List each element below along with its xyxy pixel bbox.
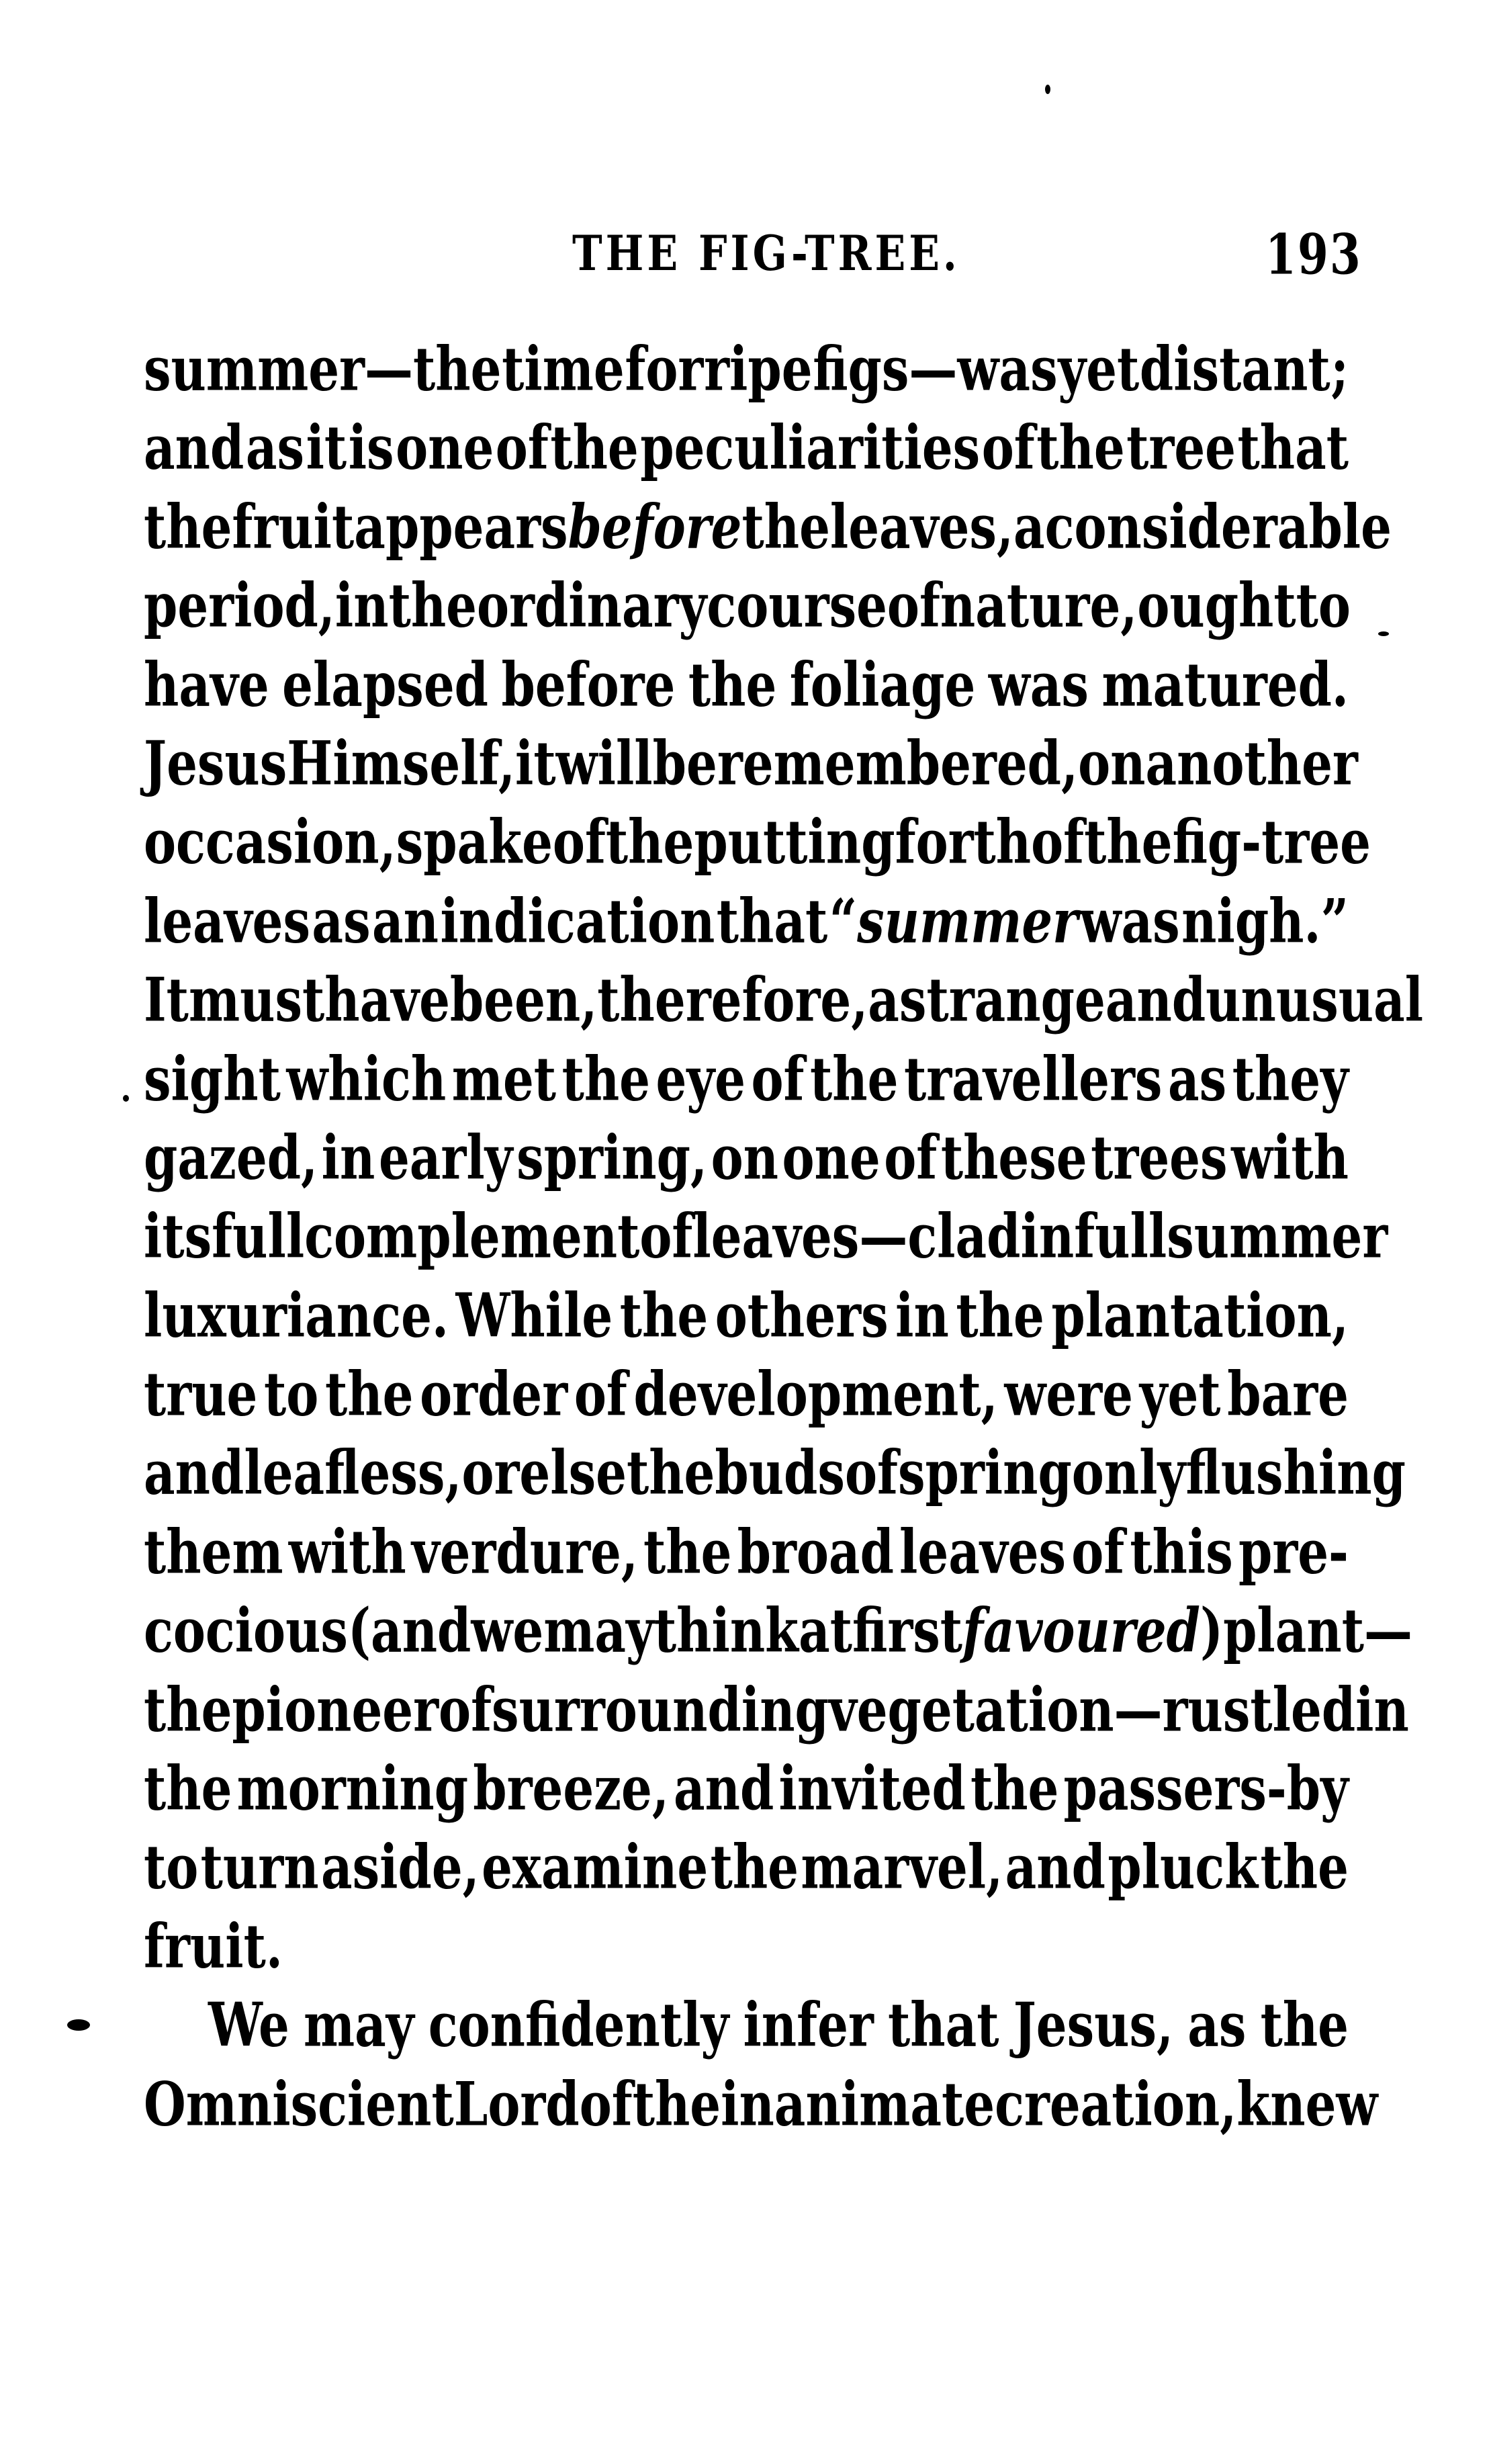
word: the	[388, 569, 477, 641]
word: forth	[895, 805, 1032, 878]
word: is	[348, 411, 394, 484]
word: the	[1084, 805, 1173, 878]
word: its	[144, 1200, 212, 1272]
word: ripe	[704, 333, 813, 404]
word: leaves	[899, 1515, 1067, 1587]
word: we	[471, 1594, 544, 1667]
word: must	[188, 963, 325, 1035]
word: spring,	[516, 1121, 708, 1193]
word: of	[552, 805, 606, 878]
word: the	[1260, 1831, 1349, 1903]
word: at	[799, 1594, 852, 1667]
word: may	[303, 1988, 414, 2061]
word: time	[502, 333, 625, 404]
word: luxuriance.	[144, 1279, 449, 1351]
running-title: THE FIG-TREE.	[572, 226, 960, 282]
page-number: 193	[1265, 222, 1362, 288]
word: of	[495, 411, 549, 484]
word: full	[212, 1200, 305, 1272]
word: these	[940, 1121, 1087, 1193]
word: It	[144, 963, 189, 1035]
word: the	[710, 1831, 799, 1903]
word: true	[144, 1358, 258, 1429]
word: “summer	[829, 885, 1079, 957]
word: fruit	[232, 490, 355, 562]
word: of	[439, 1673, 492, 1745]
word: the	[626, 1437, 715, 1509]
word: was	[1079, 885, 1180, 957]
body-text-block	[144, 329, 1424, 2143]
word: period,	[144, 569, 335, 641]
word: of	[751, 1043, 805, 1114]
word: and	[1005, 1831, 1105, 1903]
word: distant	[1139, 333, 1330, 404]
word: the	[688, 648, 777, 720]
word: else	[519, 1437, 627, 1509]
word: been,	[449, 963, 598, 1035]
word: marvel,	[801, 1831, 1003, 1903]
word: of	[844, 1437, 898, 1509]
word: one	[396, 411, 494, 484]
word: vegetation—rustled	[828, 1673, 1356, 1745]
word: of	[574, 1358, 627, 1429]
word: While	[455, 1279, 613, 1351]
word: therefore,	[597, 963, 868, 1035]
word: buds	[715, 1437, 845, 1509]
word: passers-by	[1063, 1752, 1349, 1824]
word: early	[378, 1121, 513, 1193]
stray-mark-dot-left-margin	[123, 1095, 129, 1102]
word: think	[653, 1594, 799, 1667]
word: that	[1237, 411, 1349, 484]
word: plant—	[1223, 1594, 1413, 1667]
word: strange	[899, 963, 1105, 1035]
word: that	[716, 885, 828, 957]
word: in	[1355, 1673, 1409, 1745]
word: favoured)	[962, 1594, 1224, 1667]
word: sight	[144, 1043, 281, 1114]
word: appears	[354, 490, 568, 562]
word: travellers	[903, 1043, 1163, 1114]
word: fig-tree	[1172, 805, 1371, 878]
word: will	[555, 727, 653, 799]
word: indication	[440, 885, 715, 957]
word: the	[144, 490, 232, 562]
word: peculiarities	[640, 411, 981, 484]
word: bare	[1227, 1358, 1349, 1429]
word: Jesus	[144, 727, 287, 799]
word: complement	[304, 1200, 640, 1272]
word: them	[144, 1515, 283, 1587]
word: to	[1296, 569, 1351, 641]
word: of	[1031, 805, 1085, 878]
word: of	[579, 2068, 633, 2140]
word: as	[312, 885, 371, 957]
word: of	[887, 569, 940, 641]
word: the	[605, 805, 694, 878]
word: as	[1187, 1988, 1247, 2061]
word: it	[306, 411, 347, 484]
text-line	[144, 2054, 1378, 2153]
word: may	[543, 1594, 654, 1667]
word: met	[451, 1043, 557, 1114]
word: spake	[396, 805, 553, 878]
word: ordinary	[477, 569, 707, 641]
word: yet	[1058, 333, 1140, 404]
word: figs—was	[813, 333, 1058, 404]
word: with	[288, 1515, 406, 1587]
word: to	[264, 1358, 319, 1429]
word: the	[1260, 1988, 1349, 2061]
word: foliage	[789, 648, 976, 720]
word: broad	[737, 1515, 894, 1587]
word: one	[782, 1121, 880, 1193]
word: Omniscient	[144, 2068, 454, 2140]
word: they	[1232, 1043, 1349, 1114]
word: that	[888, 1988, 999, 2061]
word: in	[1020, 1200, 1075, 1272]
word: order	[420, 1358, 568, 1429]
word: summer—the	[144, 333, 502, 404]
word: Jesus,	[1013, 1988, 1174, 2061]
word: another	[1145, 727, 1358, 799]
word: before	[568, 490, 742, 562]
word: We	[208, 1988, 289, 2061]
word: development,	[633, 1358, 998, 1429]
word: of	[884, 1121, 938, 1193]
word: matured.	[1101, 648, 1349, 720]
word: in	[895, 1279, 949, 1351]
word: of	[1071, 1515, 1125, 1587]
word: turn	[200, 1831, 319, 1903]
word: pioneer	[232, 1673, 439, 1745]
word: others	[715, 1279, 889, 1351]
word: morning	[236, 1752, 469, 1824]
word: fruit.	[144, 1910, 283, 1982]
word: and	[144, 411, 244, 484]
word: the	[970, 1752, 1059, 1824]
word: the	[144, 1673, 232, 1745]
word: the	[561, 1043, 650, 1114]
word: leaves,	[829, 490, 1013, 562]
word: pre-	[1238, 1515, 1349, 1587]
word: aside,	[320, 1831, 480, 1903]
word: tree	[1126, 411, 1236, 484]
word: eye	[656, 1043, 746, 1114]
word: to	[144, 1831, 199, 1903]
word: with	[1231, 1121, 1349, 1193]
word: inanimate	[721, 2068, 995, 2140]
word: leaves—clad	[692, 1200, 1021, 1272]
word: elapsed	[282, 648, 488, 720]
word: which	[286, 1043, 447, 1114]
word: gazed,	[144, 1121, 318, 1193]
word: an	[372, 885, 439, 957]
word: the	[810, 1043, 899, 1114]
word: as	[1167, 1043, 1227, 1114]
word: full	[1074, 1200, 1167, 1272]
word: putting	[694, 805, 895, 878]
word: in	[334, 569, 389, 641]
word: breeze,	[473, 1752, 669, 1824]
word: the	[956, 1279, 1044, 1351]
stray-mark-speck-top-right	[1045, 85, 1050, 94]
word: first	[852, 1594, 963, 1667]
word: ;	[1330, 333, 1349, 404]
word: the	[325, 1358, 414, 1429]
word: a	[1013, 490, 1045, 562]
word: knew	[1236, 2068, 1378, 2140]
word: Lord	[453, 2068, 580, 2140]
word: before	[501, 648, 676, 720]
word: the	[632, 2068, 721, 2140]
word: and	[674, 1752, 774, 1824]
word: nigh.”	[1181, 885, 1349, 957]
word: or	[461, 1437, 520, 1509]
word: yet	[1139, 1358, 1221, 1429]
word: nature,	[940, 569, 1138, 641]
word: leaves	[144, 885, 310, 957]
stray-mark-dash-left-margin	[67, 2019, 90, 2031]
word: on	[1078, 727, 1146, 799]
word: it	[515, 727, 556, 799]
word: the	[1036, 411, 1125, 484]
word: this	[1130, 1515, 1233, 1587]
word: was	[988, 648, 1089, 720]
word: creation,	[995, 2068, 1237, 2140]
word: of	[639, 1200, 693, 1272]
word: course	[707, 569, 887, 641]
word: summer	[1167, 1200, 1388, 1272]
word: on	[711, 1121, 778, 1193]
word: pluck	[1108, 1831, 1259, 1903]
word: the	[741, 490, 830, 562]
word: trees	[1091, 1121, 1228, 1193]
word: remembered,	[717, 727, 1079, 799]
word: be	[652, 727, 717, 799]
word: ought	[1137, 569, 1296, 641]
word: only	[1071, 1437, 1186, 1509]
word: and	[1105, 963, 1206, 1035]
word: unusual	[1206, 963, 1424, 1035]
stray-mark-dot-right-margin	[1378, 631, 1389, 636]
word: and	[144, 1437, 244, 1509]
word: plantation,	[1051, 1279, 1349, 1351]
word: have	[144, 648, 269, 720]
word: flushing	[1185, 1437, 1406, 1509]
word: occasion,	[144, 805, 396, 878]
word: were	[1004, 1358, 1133, 1429]
word: invited	[778, 1752, 966, 1824]
word: considerable	[1044, 490, 1392, 562]
word: Himself,	[287, 727, 516, 799]
word: the	[550, 411, 639, 484]
word: as	[245, 411, 305, 484]
word: the	[144, 1752, 232, 1824]
word: confidently	[428, 1988, 729, 2061]
word: verdure,	[411, 1515, 638, 1587]
word: spring	[897, 1437, 1072, 1509]
word: cocious	[144, 1594, 348, 1667]
word: leafless,	[244, 1437, 462, 1509]
word: surrounding	[492, 1673, 829, 1745]
word: the	[619, 1279, 709, 1351]
word: infer	[743, 1988, 874, 2061]
word: a	[868, 963, 899, 1035]
word: examine	[482, 1831, 709, 1903]
word: have	[324, 963, 450, 1035]
word: (and	[347, 1594, 471, 1667]
word: in	[321, 1121, 375, 1193]
word: of	[981, 411, 1035, 484]
word: the	[643, 1515, 732, 1587]
word: for	[625, 333, 704, 404]
